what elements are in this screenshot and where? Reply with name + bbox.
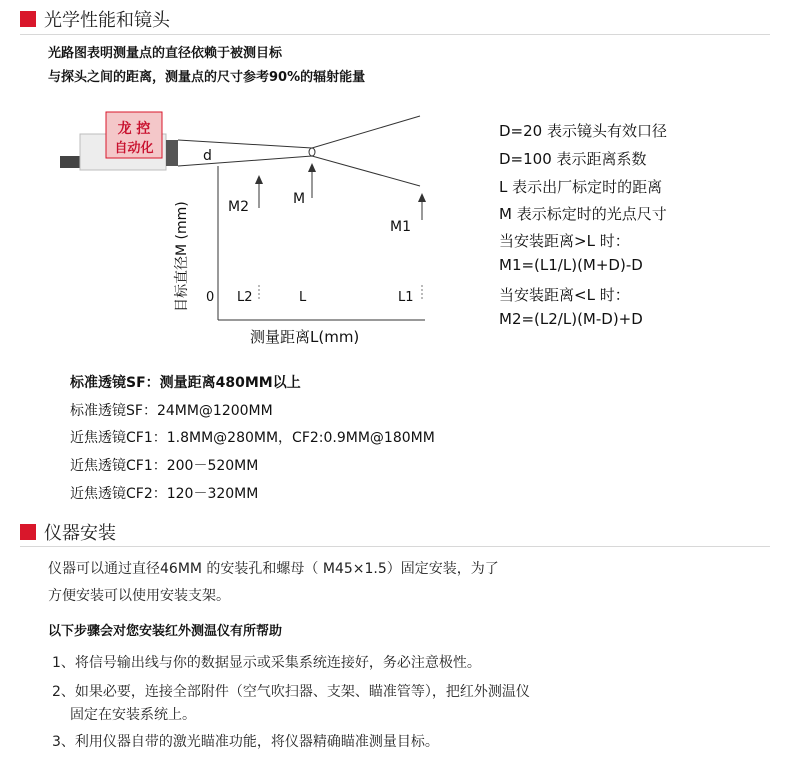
tick-l2: L2: [237, 290, 253, 305]
definition-line: M 表示标定时的光点尺寸: [499, 205, 667, 223]
arrow-m1: [418, 193, 426, 220]
probe-cable: [60, 156, 82, 168]
section-divider: [20, 546, 770, 547]
beam-upper: [178, 116, 420, 148]
beam-lower: [178, 156, 420, 186]
marker-m2: M2: [228, 199, 249, 215]
definition-line: 当安装距离>L 时：: [499, 232, 630, 250]
install-paragraph-line-1: 仪器可以通过直径46MM 的安装孔和螺母（ M45×1.5）固定安装，为了: [48, 561, 499, 577]
section-marker: [20, 524, 36, 540]
step-1: 1、将信号输出线与你的数据显示或采集系统连接好，务必注意极性。: [52, 655, 481, 671]
section-divider: [20, 34, 770, 35]
logo-text-top: 龙 控: [117, 121, 151, 137]
spec-line: 标准透镜SF：24MM@1200MM: [70, 403, 273, 419]
marker-m: M: [293, 191, 306, 207]
definition-line: 当安装距离<L 时：: [499, 286, 630, 304]
arrow-m2: [255, 175, 263, 208]
formula-m1: M1=(L1/L)(M+D)-D: [499, 256, 643, 274]
label-d: d: [203, 148, 212, 164]
help-title: 以下步骤会对您安装红外测温仪有所帮助: [48, 624, 283, 639]
y-axis-title: 目标直径M (mm): [174, 201, 190, 312]
section-title-optics: 光学性能和镜头: [44, 10, 170, 31]
arrow-m: [308, 163, 316, 198]
step-3: 3、利用仪器自带的激光瞄准功能，将仪器精确瞄准测量目标。: [52, 734, 439, 750]
spec-line: 标准透镜SF：测量距离480MM以上: [70, 375, 301, 391]
marker-m1: M1: [390, 219, 411, 235]
logo-text-bottom: 自动化: [114, 141, 154, 156]
definition-line: D=100 表示距离系数: [499, 150, 647, 168]
focus-point: [309, 148, 315, 156]
intro-line-1: 光路图表明测量点的直径依赖于被测目标: [48, 46, 283, 61]
step-2: 2、如果必要，连接全部附件（空气吹扫器、支架、瞄准管等），把红外测温仪: [52, 684, 530, 700]
section-title-install: 仪器安装: [44, 523, 116, 544]
definition-line: D=20 表示镜头有效口径: [499, 122, 667, 140]
tick-l1: L1: [398, 290, 414, 305]
spec-line: 近焦透镜CF2：120－320MM: [70, 486, 259, 502]
section-marker: [20, 11, 36, 27]
definition-line: L 表示出厂标定时的距离: [499, 178, 663, 196]
intro-line-2: 与探头之间的距离，测量点的尺寸参考90%的辐射能量: [48, 70, 366, 85]
tick-l: L: [299, 290, 307, 305]
x-axis-title: 测量距离L(mm): [250, 328, 360, 346]
spec-line: 近焦透镜CF1：1.8MM@280MM，CF2:0.9MM@180MM: [70, 430, 435, 446]
origin-label: 0: [206, 290, 215, 305]
lens-ring: [166, 140, 178, 166]
install-paragraph-line-2: 方便安装可以使用安装支架。: [48, 588, 230, 604]
step-2-continued: 固定在安装系统上。: [70, 707, 196, 723]
optical-path-diagram: [50, 90, 490, 360]
formula-m2: M2=(L2/L)(M-D)+D: [499, 310, 643, 328]
spec-line: 近焦透镜CF1：200－520MM: [70, 458, 259, 474]
